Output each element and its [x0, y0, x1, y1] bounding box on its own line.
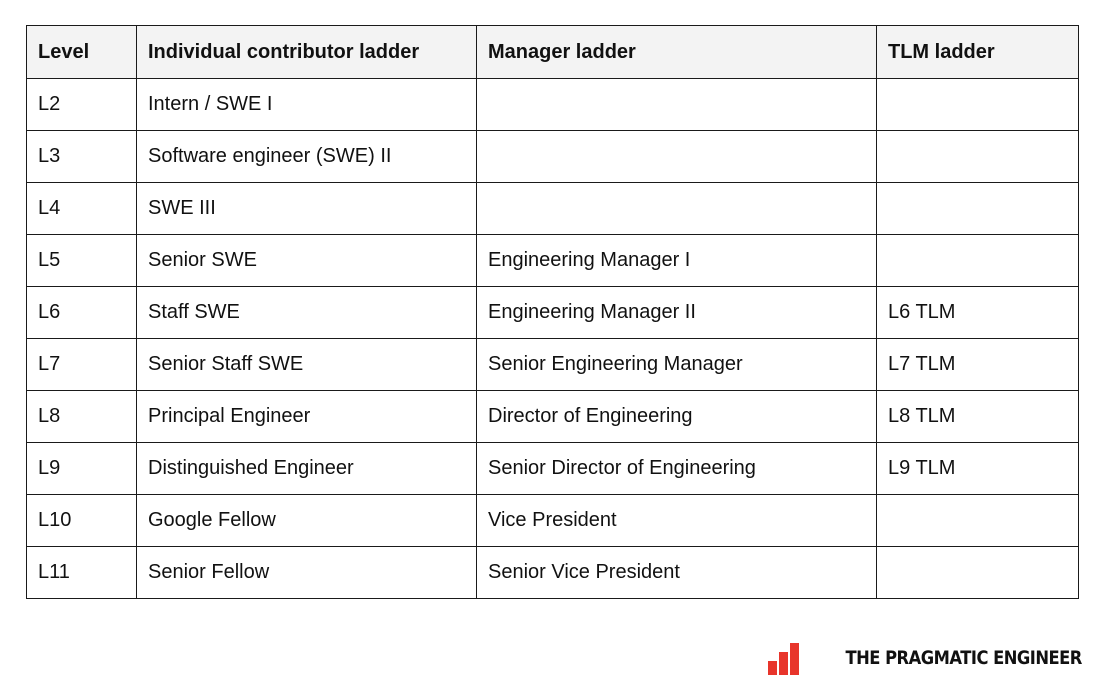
- header-ic-ladder: Individual contributor ladder: [137, 26, 477, 79]
- cell-manager: [477, 131, 877, 183]
- table-row: [27, 495, 1079, 547]
- cell-tlm: [877, 79, 1079, 131]
- cell-manager: Senior Director of Engineering: [477, 443, 877, 495]
- cell-tlm: L6 TLM: [877, 287, 1079, 339]
- cell-tlm: [877, 547, 1079, 599]
- brand-name: THE PRAGMATIC ENGINEER: [845, 647, 1082, 669]
- cell-tlm: [877, 495, 1079, 547]
- header-level: Level: [27, 26, 137, 79]
- cell-ic: Senior Fellow: [137, 547, 477, 599]
- table-row: [27, 235, 1079, 287]
- cell-level: L4: [27, 183, 137, 235]
- cell-manager: [477, 183, 877, 235]
- cell-tlm: [877, 183, 1079, 235]
- cell-level: L5: [27, 235, 137, 287]
- logo-bar-small: [768, 661, 777, 675]
- cell-tlm: L8 TLM: [877, 391, 1079, 443]
- cell-manager: Director of Engineering: [477, 391, 877, 443]
- cell-manager: Senior Vice President: [477, 547, 877, 599]
- bar-chart-logo-icon: [768, 641, 799, 675]
- career-ladder-table: [26, 25, 1079, 599]
- cell-ic: Distinguished Engineer: [137, 443, 477, 495]
- cell-manager: Engineering Manager II: [477, 287, 877, 339]
- cell-ic: Senior SWE: [137, 235, 477, 287]
- table-row: [27, 339, 1079, 391]
- cell-manager: Senior Engineering Manager: [477, 339, 877, 391]
- table-row: [27, 391, 1079, 443]
- cell-level: L10: [27, 495, 137, 547]
- cell-manager: Vice President: [477, 495, 877, 547]
- cell-manager: [477, 79, 877, 131]
- cell-ic: Software engineer (SWE) II: [137, 131, 477, 183]
- table-row: [27, 287, 1079, 339]
- table-row: [27, 183, 1079, 235]
- cell-manager: Engineering Manager I: [477, 235, 877, 287]
- header-manager-ladder: Manager ladder: [477, 26, 877, 79]
- cell-tlm: [877, 131, 1079, 183]
- cell-ic: SWE III: [137, 183, 477, 235]
- cell-level: L7: [27, 339, 137, 391]
- cell-level: L3: [27, 131, 137, 183]
- cell-ic: Principal Engineer: [137, 391, 477, 443]
- logo-bar-medium: [779, 652, 788, 675]
- table-row: [27, 79, 1079, 131]
- cell-tlm: L9 TLM: [877, 443, 1079, 495]
- brand-logo: [768, 641, 1082, 675]
- header-tlm-ladder: TLM ladder: [877, 26, 1079, 79]
- table-row: [27, 547, 1079, 599]
- cell-ic: Google Fellow: [137, 495, 477, 547]
- cell-level: L11: [27, 547, 137, 599]
- cell-level: L2: [27, 79, 137, 131]
- cell-tlm: [877, 235, 1079, 287]
- table-row: [27, 131, 1079, 183]
- cell-level: L9: [27, 443, 137, 495]
- cell-level: L8: [27, 391, 137, 443]
- cell-ic: Staff SWE: [137, 287, 477, 339]
- table-header-row: [27, 26, 1079, 79]
- logo-bar-large: [790, 643, 799, 675]
- table-row: [27, 443, 1079, 495]
- cell-tlm: L7 TLM: [877, 339, 1079, 391]
- cell-level: L6: [27, 287, 137, 339]
- cell-ic: Intern / SWE I: [137, 79, 477, 131]
- cell-ic: Senior Staff SWE: [137, 339, 477, 391]
